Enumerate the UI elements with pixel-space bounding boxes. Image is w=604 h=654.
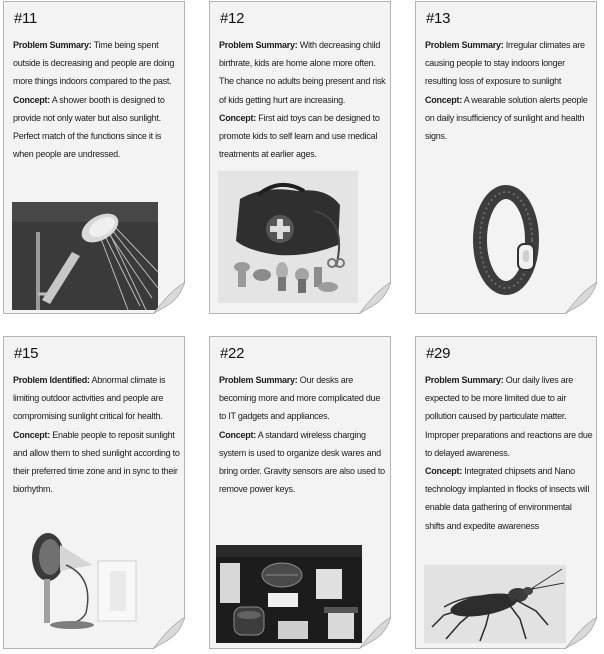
problem-label: Problem Summary: — [425, 40, 504, 50]
problem-text: Our desks are becoming more and more complicated due to IT gadgets and appliances. — [219, 375, 381, 422]
first-aid-toy-kit-image — [218, 171, 358, 303]
concept-card-29 — [415, 336, 597, 649]
concept-text: First aid toys can be designed to promote kids to self learn and use medical treatments at earlier ages. — [219, 112, 380, 160]
concept-card-13 — [415, 1, 597, 314]
concept-text: Enable people to reposit sunlight and allow them to shed sunlight according to their preferred time zone and in sync to their biorhythm. — [13, 429, 180, 495]
problem-label: Problem Summary: — [219, 375, 298, 385]
card-text — [425, 371, 593, 535]
concept-card-15 — [3, 336, 185, 649]
card-number: #11 — [14, 10, 38, 27]
page-curl — [565, 282, 597, 314]
insect-image — [424, 565, 566, 643]
page-curl — [153, 282, 185, 314]
concept-label: Concept: — [13, 429, 50, 440]
problem-text: Abnormal climate is limiting outdoor activities and people are compromising sunlight critical for health. — [13, 375, 166, 422]
problem-text: Time being spent outside is decreasing and people are doing more things indoors compared to the past. — [13, 40, 175, 87]
page-curl — [565, 617, 597, 649]
card-number: #29 — [426, 345, 451, 362]
concept-label: Concept: — [13, 94, 50, 105]
concept-text: A standard wireless charging system is used to organize desk wares and bring order. Gravity sensors are also used to remove power keys. — [219, 429, 385, 495]
sunlight-reflector-lamp-image — [26, 527, 144, 633]
concept-card-11 — [3, 1, 185, 314]
concept-label: Concept: — [425, 466, 462, 477]
concept-card-12 — [209, 1, 391, 314]
card-number: #13 — [426, 10, 451, 27]
concept-label: Concept: — [425, 94, 462, 105]
card-text — [13, 371, 181, 498]
problem-label: Problem Summary: — [13, 40, 92, 50]
concept-text: A wearable solution alerts people on daily insufficiency of sunlight and health signs. — [425, 94, 588, 142]
concept-label: Concept: — [219, 429, 256, 440]
page-curl — [359, 617, 391, 649]
problem-text: Our daily lives are expected to be more limited due to air pollution caused by particulate matter. Improper preparations and reactions are due to delayed awareness. — [425, 375, 593, 458]
concept-text: A shower booth is designed to provide not only water but also sunlight. Perfect match of the functions since it is when people are undressed. — [13, 94, 165, 160]
wearable-band-image — [466, 184, 546, 296]
problem-label: Problem Summary: — [219, 40, 298, 50]
card-number: #22 — [220, 345, 245, 362]
card-text — [425, 36, 593, 145]
card-number: #15 — [14, 345, 39, 362]
concept-card-22 — [209, 336, 391, 649]
page-curl — [359, 282, 391, 314]
problem-label: Problem Identified: — [13, 375, 90, 385]
concept-label: Concept: — [219, 112, 256, 123]
card-text — [219, 371, 387, 498]
page-curl — [153, 617, 185, 649]
card-text — [219, 36, 387, 163]
shower-head-image — [12, 202, 158, 310]
card-number: #12 — [220, 10, 245, 27]
concept-text: Integrated chipsets and Nano technology implanted in flocks of insects will enable data gathering of environmental shifts and expedite awareness — [425, 466, 590, 531]
card-text — [13, 36, 181, 163]
problem-label: Problem Summary: — [425, 375, 504, 385]
problem-text: With decreasing child birthrate, kids are home alone more often. The chance no adults being present and risk of kids getting hurt are increasing. — [219, 40, 386, 105]
problem-text: Irregular climates are causing people to stay indoors longer resulting loss of exposure to sunlight — [425, 40, 585, 87]
desk-gadgets-image — [216, 545, 362, 643]
